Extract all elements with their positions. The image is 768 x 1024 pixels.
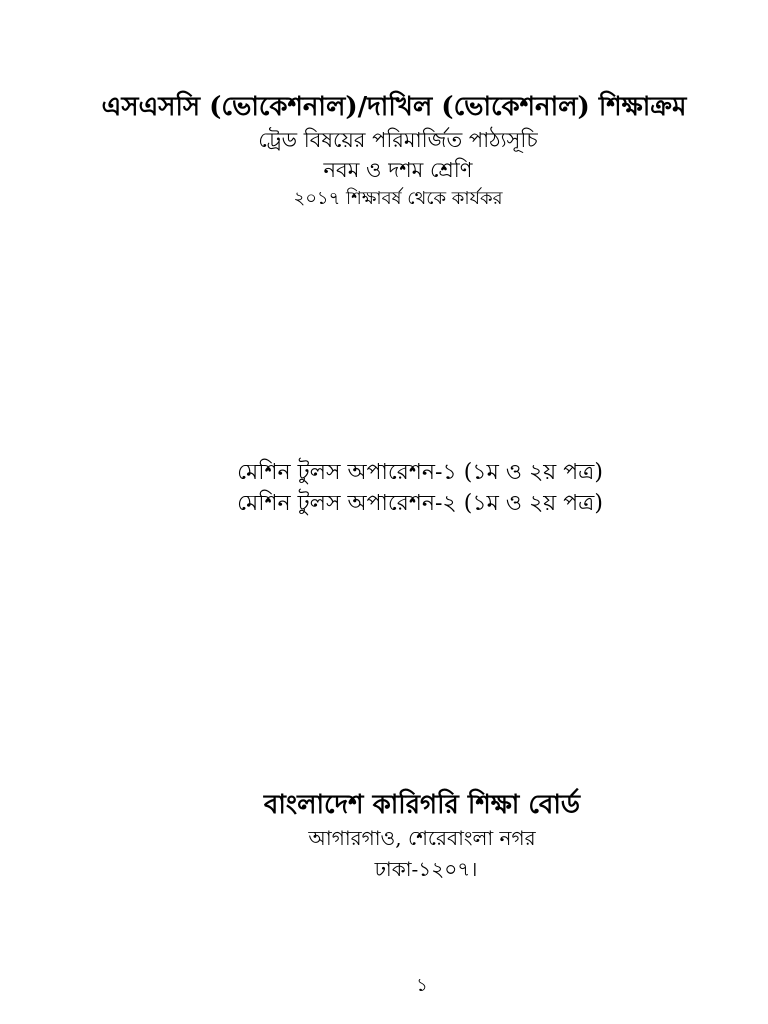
subject-item-1: মেশিন টুলস অপারেশন-১ (১ম ও ২য় পত্র) [237,460,603,485]
address-line-1: আগারগাও, শেরেবাংলা নগর [308,826,536,850]
document-title: এসএসসি (ভোকেশনাল)/দাখিল (ভোকেশনাল) শিক্ষাক্রম [101,92,687,122]
document-subtitle: ট্রেড বিষয়ের পরিমার্জিত পাঠ্যসূচি [258,128,538,152]
subject-item-2: মেশিন টুলস অপারেশন-২ (১ম ও ২য় পত্র) [237,491,603,516]
address-line-2: ঢাকা-১২০৭। [374,857,478,881]
organization-name: বাংলাদেশ কারিগরি শিক্ষা বোর্ড [263,790,581,820]
effective-year: ২০১৭ শিক্ষাবর্ষ থেকে কার্যকর [293,188,503,209]
class-label: নবম ও দশম শ্রেণি [323,158,473,182]
page-number: ১ [416,975,428,996]
